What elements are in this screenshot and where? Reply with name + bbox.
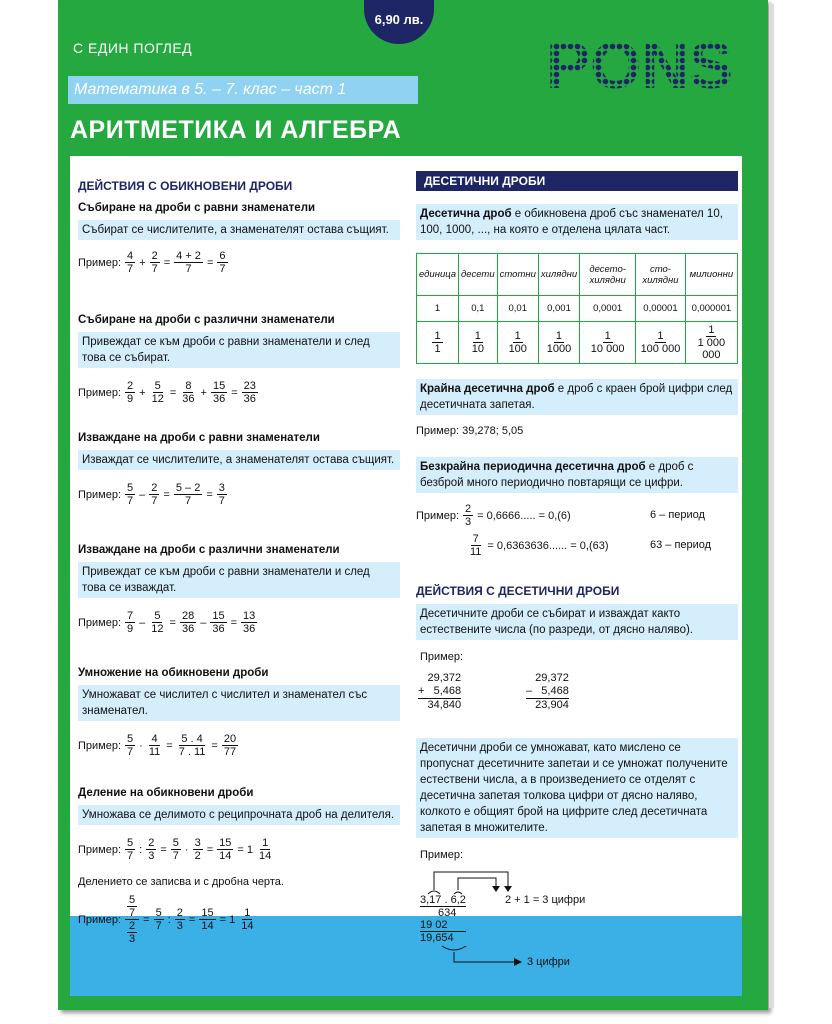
example-label: Пример: xyxy=(420,651,464,663)
logo-text: PONS xyxy=(546,36,734,96)
fraction: $\frac{2}{7}$ xyxy=(151,482,158,507)
example-label: Пример: xyxy=(78,616,122,629)
periodic-example-2 xyxy=(468,533,609,558)
definition-text: е дроб с краен брой цифри след десетичната запетая. xyxy=(420,383,733,411)
table-cell: стотни xyxy=(497,254,538,296)
page-title: АРИТМЕТИКА И АЛГЕБРА xyxy=(70,116,402,144)
table-row xyxy=(417,254,738,296)
rule-box: Изваждат се числителите, а знаменателят остава същият. xyxy=(78,450,400,470)
series-kicker: С ЕДИН ПОГЛЕД xyxy=(73,40,193,56)
example-label: Пример: xyxy=(78,256,122,269)
example-label: Пример: xyxy=(416,509,460,522)
example-row: Пример: $\frac{5}{7}$ : $\frac{2}{3}$ = $\frac{5}{7}$ · $\frac{3}{2}$ = $\frac{15}{14}$ = 1 $\frac{1}{14}$ xyxy=(78,837,272,862)
digit-count-note-2: 3 цифри xyxy=(527,956,570,968)
fraction: $\frac{4}{7}$ xyxy=(127,250,134,275)
block-mul xyxy=(78,667,400,758)
example-label: Пример: xyxy=(78,386,122,399)
table-cell: 1 xyxy=(417,296,459,322)
example-label: Пример: xyxy=(78,739,122,752)
example-value: = 0,6666..... = 0,(6) xyxy=(477,509,571,522)
block-add-same xyxy=(78,202,400,275)
table-cell: $\frac{1}{1000}$ xyxy=(538,322,579,364)
section-common-fractions: ДЕЙСТВИЯ С ОБИКНОВЕНИ ДРОБИ xyxy=(78,179,293,193)
fraction: $\frac{1}{14}$ xyxy=(259,837,272,862)
fraction: $\frac{5}{7}$ xyxy=(127,733,134,758)
rule-box: Привеждат се към дроби с равни знаменатели и след това се събират. xyxy=(78,332,400,368)
decimal-definition xyxy=(416,204,738,240)
table-cell: $\frac{1}{10 000}$ xyxy=(580,322,636,364)
fraction: $\frac{23}{36}$ xyxy=(243,380,256,405)
table-row xyxy=(417,296,738,322)
addition-example: 29,372 + 5,468 34,840 xyxy=(418,672,462,711)
term: Крайна десетична дроб xyxy=(420,383,555,395)
finite-decimal-definition xyxy=(416,379,738,415)
example-row: Пример: $\frac{7}{9}$ – $\frac{5}{12}$ = $\frac{28}{36}$ – $\frac{15}{36}$ = $\frac{13}{36}$ xyxy=(78,610,256,635)
fraction: $\frac{28}{36}$ xyxy=(181,610,195,635)
fraction: $\frac{5}{7}$ xyxy=(155,907,162,932)
fraction: $\frac{15}{36}$ xyxy=(212,610,225,635)
rule-box: Умножават се числител с числител и знаменател със знаменател. xyxy=(78,685,400,721)
rule-box: Умножава се делимото с реципрочната дроб на делителя. xyxy=(78,805,400,825)
fraction: $\frac{5}{7}$ xyxy=(127,837,134,862)
table-cell: десето-хилядни xyxy=(580,254,636,296)
add-sub-rule: Десетичните дроби се събират и изваждат както естествените числа (по разреди, от дясно наляво). xyxy=(416,604,738,640)
digit-count-arrows xyxy=(420,866,530,966)
table-cell: милионни xyxy=(685,254,737,296)
period-note-2: 63 – период xyxy=(650,539,712,551)
table-cell: 0,0001 xyxy=(580,296,636,322)
fraction: $\frac{5}{12}$ xyxy=(151,610,164,635)
example-row: Пример: $\frac{5}{7}$ – $\frac{2}{7}$ = $\frac{5 - 2}{7}$ = $\frac{3}{7}$ xyxy=(78,482,225,507)
table-cell: 0,1 xyxy=(459,296,498,322)
fraction: $\frac{2}{3}$ xyxy=(148,837,155,862)
multiplication-rule: Десетични дроби се умножават, като мислено се пропуснат десетичните запетаи и се умножат получените естествени числа, а в произведението се отделят с десетична запетая толкова цифри от дясно наляво, колкото е общият брой на цифрите след десетичната запетая в множителите. xyxy=(416,738,738,838)
table-cell: 0,000001 xyxy=(685,296,737,322)
division-note: Делението се записва и с дробна черта. xyxy=(78,876,284,888)
compound-fraction: $\frac{\frac{5}{7}}{\frac{2}{3}}$ xyxy=(125,894,139,945)
section-decimal-operations: ДЕЙСТВИЯ С ДЕСЕТИЧНИ ДРОБИ xyxy=(416,584,620,598)
multiplication-example: 3,17 . 6,2 634 19 02 19,654 xyxy=(420,894,466,944)
fraction: $\frac{15}{14}$ xyxy=(201,907,214,932)
rule-box: Привеждат се към дроби с равни знаменатели и след това се изваждат. xyxy=(78,562,400,598)
example-label: Пример: xyxy=(78,843,122,856)
fraction: $\frac{4 + 2}{7}$ xyxy=(176,250,201,275)
block-title: Деление на обикновени дроби xyxy=(78,787,254,799)
finite-example: Пример: 39,278; 5,05 xyxy=(416,425,524,437)
example-value: = 0,6363636...... = 0,(63) xyxy=(487,539,609,552)
table-cell: десети xyxy=(459,254,498,296)
table-cell: сто-хилядни xyxy=(636,254,686,296)
definition-text: е дроб с безброй много периодично повтарящи се цифри. xyxy=(420,461,694,489)
fraction: $\frac{8}{36}$ xyxy=(182,380,195,405)
pons-logo xyxy=(546,36,751,96)
definition-text: е обикновена дроб със знаменател 10, 100, 1000, ..., на която е отделена цялата част. xyxy=(420,208,723,236)
period-note-1: 6 – период xyxy=(650,509,705,521)
fraction: $\frac{5}{7}$ xyxy=(127,482,134,507)
fraction: $\frac{3}{2}$ xyxy=(194,837,201,862)
table-cell: $\frac{1}{1}$ xyxy=(417,322,459,364)
fraction: $\frac{15}{14}$ xyxy=(219,837,232,862)
example-row: Пример: $\frac{4}{7}$ + $\frac{2}{7}$ = $\frac{4 + 2}{7}$ = $\frac{6}{7}$ xyxy=(78,250,226,275)
block-title: Събиране на дроби с равни знаменатели xyxy=(78,202,316,214)
subtraction-example: 29,372 – 5,468 23,904 xyxy=(526,672,569,711)
example-row: Пример: $\frac{5}{7}$ · $\frac{4}{11}$ = $\frac{5 . 4}{7 . 11}$ = $\frac{20}{77}$ xyxy=(78,733,237,758)
section-decimals: ДЕСЕТИЧНИ ДРОБИ xyxy=(416,171,738,191)
block-title: Събиране на дроби с различни знаменатели xyxy=(78,314,335,326)
fraction: $\frac{13}{36}$ xyxy=(243,610,256,635)
block-div xyxy=(78,787,400,945)
table-cell: $\frac{1}{10}$ xyxy=(459,322,498,364)
fraction: $\frac{5 - 2}{7}$ xyxy=(175,482,201,507)
table-cell: 0,00001 xyxy=(636,296,686,322)
table-row xyxy=(417,322,738,364)
rule-box: Събират се числителите, а знаменателят остава същият. xyxy=(78,220,400,240)
term: Десетична дроб xyxy=(420,208,512,220)
table-cell: 0,01 xyxy=(497,296,538,322)
fraction: $\frac{2}{3}$ xyxy=(176,907,183,932)
table-cell: хилядни xyxy=(538,254,579,296)
example-row: Пример: $\frac{\frac{5}{7}}{\frac{2}{3}}$ = $\frac{5}{7}$ : $\frac{2}{3}$ = $\frac{15}{14}$ = 1 $\frac{1}{14}$ xyxy=(78,894,254,945)
table-cell: единица xyxy=(417,254,459,296)
fraction: $\frac{5}{7}$ xyxy=(172,837,179,862)
price-badge: 6,90 лв. xyxy=(364,0,434,44)
term: Безкрайна периодична десетична дроб xyxy=(420,461,646,473)
example-row: Пример: $\frac{2}{9}$ + $\frac{5}{12}$ = $\frac{8}{36}$ + $\frac{15}{36}$ = $\frac{23}{36}$ xyxy=(78,380,256,405)
fraction: $\frac{3}{7}$ xyxy=(218,482,225,507)
fraction: $\frac{1}{14}$ xyxy=(241,907,254,932)
periodic-example-1 xyxy=(416,503,571,528)
digit-count-note-1: 2 + 1 = 3 цифри xyxy=(505,894,586,906)
fraction: $\frac{6}{7}$ xyxy=(219,250,226,275)
example-label: Пример: xyxy=(78,913,122,926)
table-cell: $\frac{1}{1 000 000}$ xyxy=(685,322,737,364)
table-cell: $\frac{1}{100}$ xyxy=(497,322,538,364)
place-value-table xyxy=(416,253,738,364)
block-title: Изваждане на дроби с равни знаменатели xyxy=(78,432,320,444)
example-label: Пример: xyxy=(78,488,122,501)
fraction: $\frac{5}{12}$ xyxy=(151,380,164,405)
fraction: $\frac{2}{3}$ xyxy=(465,503,472,528)
fraction: $\frac{15}{36}$ xyxy=(212,380,226,405)
block-title: Изваждане на дроби с различни знаменатели xyxy=(78,544,340,556)
table-cell: 0,001 xyxy=(538,296,579,322)
subtitle-bar: Математика в 5. – 7. клас – част 1 xyxy=(68,76,418,104)
block-add-diff xyxy=(78,314,400,405)
block-title: Умножение на обикновени дроби xyxy=(78,667,269,679)
fraction: $\frac{4}{11}$ xyxy=(148,733,161,758)
table-cell: $\frac{1}{100 000}$ xyxy=(636,322,686,364)
periodic-decimal-definition xyxy=(416,457,738,493)
fraction: $\frac{2}{9}$ xyxy=(127,380,134,405)
example-label: Пример: xyxy=(420,849,464,861)
fraction: $\frac{2}{7}$ xyxy=(151,250,158,275)
block-sub-diff xyxy=(78,544,400,635)
fraction: $\frac{20}{77}$ xyxy=(223,733,237,758)
fraction: $\frac{7}{11}$ xyxy=(470,533,482,558)
left-column xyxy=(78,173,408,193)
block-sub-same xyxy=(78,432,400,507)
fraction: $\frac{7}{9}$ xyxy=(127,610,134,635)
fraction: $\frac{5 . 4}{7 . 11}$ xyxy=(178,733,206,758)
